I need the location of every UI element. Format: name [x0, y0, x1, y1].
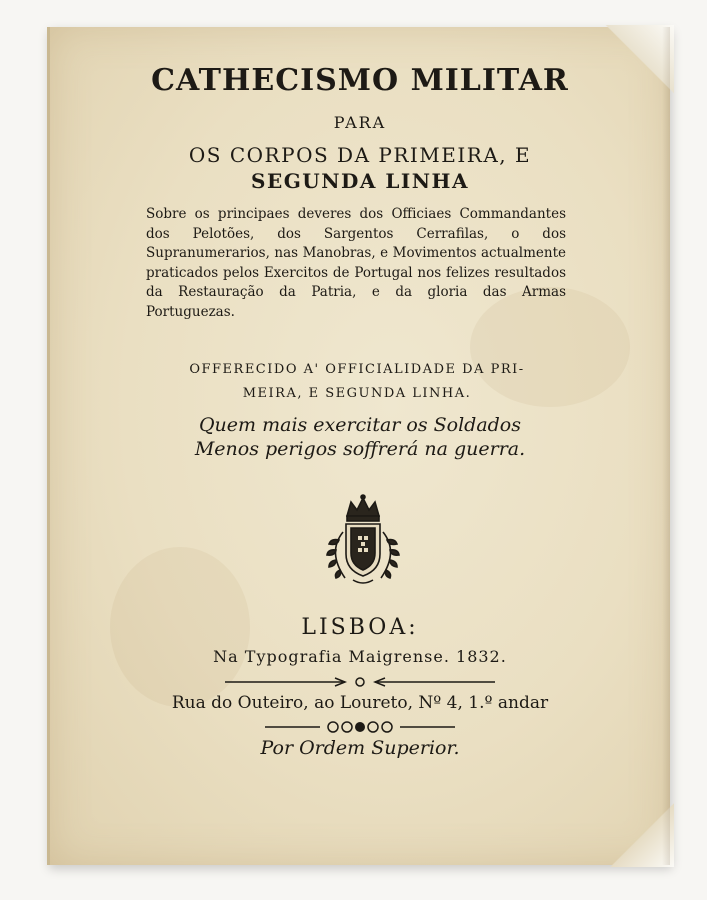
ornamental-rule-icon: [265, 721, 455, 733]
city: LISBOA:: [301, 615, 419, 640]
motto-line-2: Menos perigos soffrerá na guerra.: [194, 438, 526, 460]
subtitle: [110, 142, 610, 194]
ornamental-rule-icon: [225, 677, 495, 687]
royal-coat-of-arms-icon: [313, 492, 413, 592]
imprimatur: Por Ordem Superior.: [260, 737, 460, 759]
address: Rua do Outeiro, ao Loureto, Nº 4, 1.º andar: [171, 693, 549, 713]
printer: Na Typografia Maigrense. 1832.: [213, 647, 507, 666]
motto-line-1: Quem mais exercitar os Soldados: [198, 414, 522, 436]
subtitle-line-2: SEGUNDA LINHA: [251, 169, 469, 193]
dedication-line-1: OFFERECIDO A' OFFICIALIDADE DA PRI-: [189, 362, 525, 377]
description: Sobre os principaes deveres dos Officiaes Commandantes dos Pelotões, dos Sargentos Cerrafilas, o dos Supranumerarios, nas Manobras, e Movimentos actualmente praticados pelos Exercitos de Portugal nos felizes resultados da Restauração da Patria, e da gloria das Armas Portuguezas.: [146, 206, 566, 320]
subtitle-line-1: OS CORPOS DA PRIMEIRA, E: [188, 143, 532, 167]
title-page: [50, 27, 670, 865]
para-line: PARA: [333, 113, 387, 132]
dedication-line-2: MEIRA, E SEGUNDA LINHA.: [242, 386, 472, 401]
booklet-cover: [47, 27, 670, 865]
dedication: [146, 358, 568, 406]
page-title: CATHECISMO MILITAR: [151, 63, 569, 98]
motto: [50, 413, 670, 461]
